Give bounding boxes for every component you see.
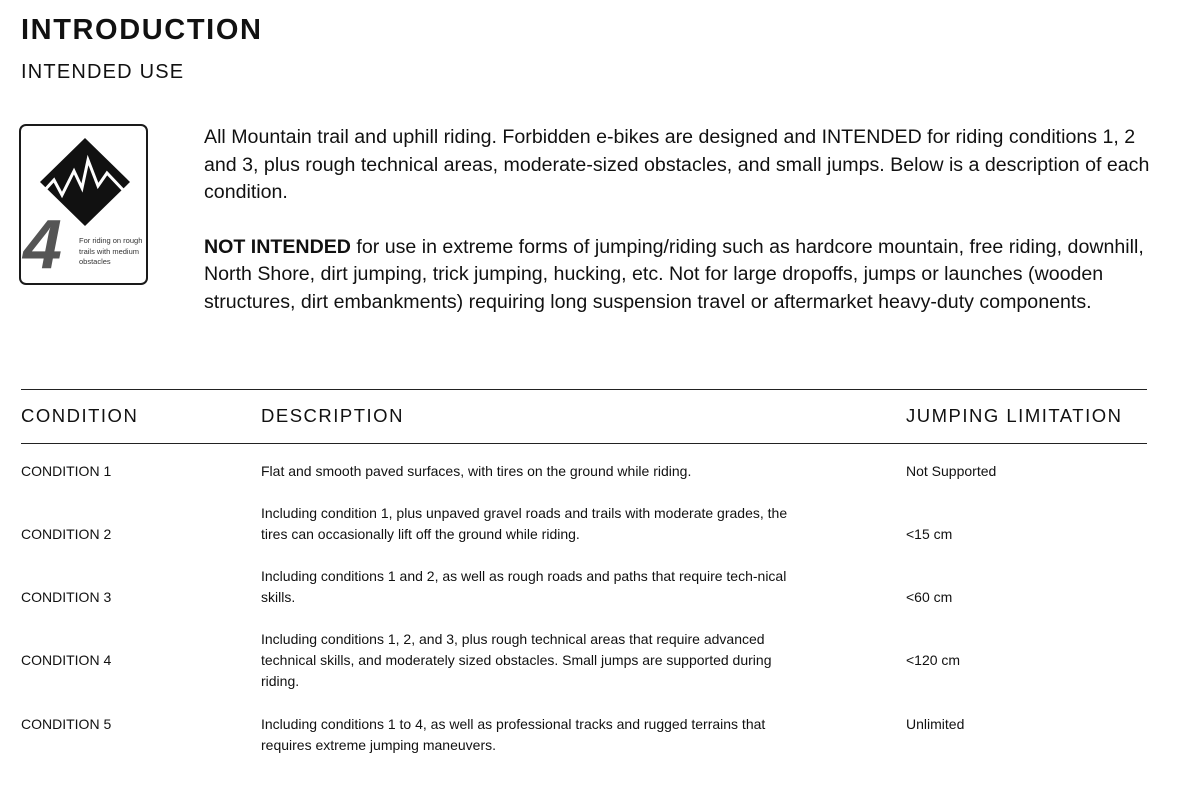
column-header-jumping-limitation: JUMPING LIMITATION bbox=[906, 405, 1123, 426]
condition-cell: CONDITION 5 bbox=[21, 716, 112, 732]
column-header-condition: CONDITION bbox=[21, 405, 139, 426]
description-cell: Including conditions 1 and 2, as well as rough roads and paths that require tech-nical skills. bbox=[261, 568, 787, 605]
condition-cell: CONDITION 1 bbox=[21, 463, 112, 479]
badge-caption: For riding on rough trails with medium obstacles bbox=[79, 236, 143, 266]
jumping-limit-cell: <60 cm bbox=[906, 589, 953, 605]
condition-number: 4 bbox=[23, 205, 62, 283]
jumping-limit-cell: Unlimited bbox=[906, 716, 965, 732]
description-cell: Including condition 1, plus unpaved gravel roads and trails with moderate grades, the tires can occasionally lift off the ground while riding. bbox=[261, 505, 788, 542]
condition-cell: CONDITION 3 bbox=[21, 589, 112, 605]
riding-condition-badge bbox=[19, 124, 148, 285]
jumping-limit-cell: Not Supported bbox=[906, 463, 997, 479]
intro-text bbox=[204, 124, 1164, 316]
condition-cell: CONDITION 2 bbox=[21, 526, 112, 542]
not-intended-paragraph bbox=[204, 234, 1164, 317]
description-cell: Including conditions 1 to 4, as well as professional tracks and rugged terrains that requires extreme jumping maneuvers. bbox=[261, 716, 766, 753]
not-intended-label: NOT INTENDED bbox=[204, 235, 351, 258]
table-top-rule bbox=[21, 389, 1147, 390]
page-title: INTRODUCTION bbox=[21, 14, 263, 46]
column-header-description: DESCRIPTION bbox=[261, 405, 404, 426]
description-cell: Including conditions 1, 2, and 3, plus rough technical areas that require advanced technical skills, and moderately sized obstacles. Small jumps are supported during riding. bbox=[261, 631, 772, 689]
condition-cell: CONDITION 4 bbox=[21, 652, 112, 668]
not-intended-text: for use in extreme forms of jumping/riding such as hardcore mountain, free riding, downhill, North Shore, dirt jumping, trick jumping, hucking, etc. Not for large dropoffs, jumps or launches (wooden structures, dirt embankments) requiring long suspension travel or aftermarket heavy-duty components. bbox=[204, 235, 1144, 313]
intro-paragraph: All Mountain trail and uphill riding. Forbidden e-bikes are designed and INTENDED for riding conditions 1, 2 and 3, plus rough technical areas, moderate-sized obstacles, and small jumps. Below is a description of each condition. bbox=[204, 126, 1150, 203]
table-header-rule bbox=[21, 443, 1147, 444]
jumping-limit-cell: <15 cm bbox=[906, 526, 953, 542]
description-cell: Flat and smooth paved surfaces, with tires on the ground while riding. bbox=[261, 463, 692, 479]
section-subtitle: INTENDED USE bbox=[21, 61, 185, 83]
jumping-limit-cell: <120 cm bbox=[906, 652, 961, 668]
